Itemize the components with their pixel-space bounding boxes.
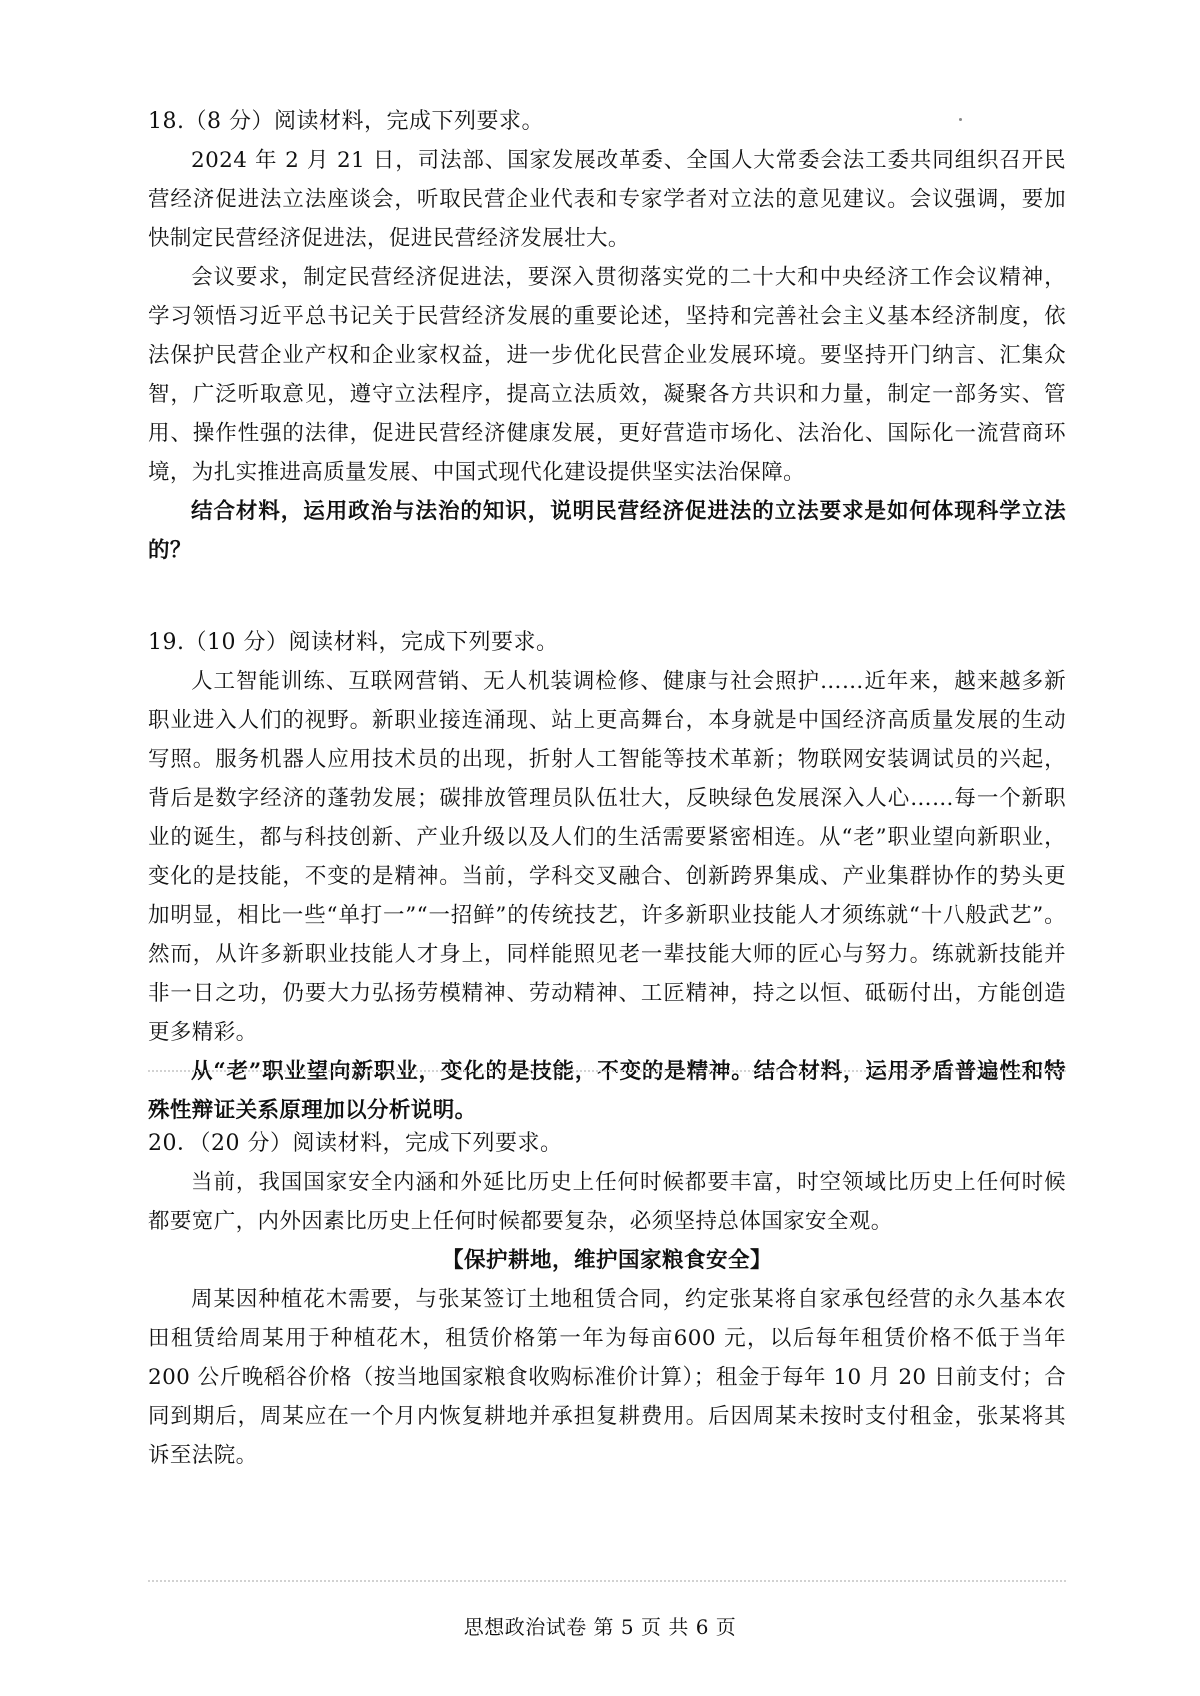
question-20-heading: 20．（20 分）阅读材料，完成下列要求。 [148,1131,563,1156]
question-18-task: 结合材料，运用政治与法治的知识，说明民营经济促进法的立法要求是如何体现科学立法的？ [148,499,1066,563]
question-19 [148,623,1066,1130]
question-18-material-paragraph-2: 会议要求，制定民营经济促进法，要深入贯彻落实党的二十大和中央经济工作会议精神，学习领悟习近平总书记关于民营经济发展的重要论述，坚持和完善社会主义基本经济制度，依法保护民营企业产权和企业家权益，进一步优化民营企业发展环境。要坚持开门纳言、汇集众智，广泛听取意见，遵守立法程序，提高立法质效，凝聚各方共识和力量，制定一部务实、管用、操作性强的法律，促进民营经济健康发展，更好营造市场化、法治化、国际化一流营商环境，为扎实推进高质量发展、中国式现代化建设提供坚实法治保障。 [148,265,1066,485]
question-18 [148,102,1066,570]
question-18-heading: 18.（8 分）阅读材料，完成下列要求。 [148,109,544,134]
question-19-task: 从“老”职业望向新职业，变化的是技能，不变的是精神。结合材料，运用矛盾普遍性和特殊性辩证关系原理加以分析说明。 [148,1059,1066,1123]
question-20-subtitle: 【保护耕地，维护国家粮食安全】 [441,1248,772,1273]
bottom-dotted-line [148,1580,1066,1582]
question-20-intro: 当前，我国国家安全内涵和外延比历史上任何时候都要丰富，时空领域比历史上任何时候都要宽广，内外因素比历史上任何时候都要复杂，必须坚持总体国家安全观。 [148,1170,1066,1234]
question-18-material-paragraph-1: 2024 年 2 月 21 日，司法部、国家发展改革委、全国人大常委会法工委共同组织召开民营经济促进法立法座谈会，听取民营企业代表和专家学者对立法的意见建议。会议强调，要加快制定民营经济促进法，促进民营经济发展壮大。 [148,148,1066,251]
answer-area-dotted-line [148,1070,1066,1072]
question-19-material-paragraph: 人工智能训练、互联网营销、无人机装调检修、健康与社会照护……近年来，越来越多新职业进入人们的视野。新职业接连涌现、站上更高舞台，本身就是中国经济高质量发展的生动写照。服务机器人应用技术员的出现，折射人工智能等技术革新；物联网安装调试员的兴起，背后是数字经济的蓬勃发展；碳排放管理员队伍壮大，反映绿色发展深入人心……每一个新职业的诞生，都与科技创新、产业升级以及人们的生活需要紧密相连。从“老”职业望向新职业，变化的是技能，不变的是精神。当前，学科交叉融合、创新跨界集成、产业集群协作的势头更加明显，相比一些“单打一”“一招鲜”的传统技艺，许多新职业技能人才须练就“十八般武艺”。然而，从许多新职业技能人才身上，同样能照见老一辈技能大师的匠心与努力。练就新技能并非一日之功，仍要大力弘扬劳模精神、劳动精神、工匠精神，持之以恒、砥砺付出，方能创造更多精彩。 [148,669,1066,1045]
question-20-case: 周某因种植花木需要，与张某签订土地租赁合同，约定张某将自家承包经营的永久基本农田租赁给周某用于种植花木，租赁价格第一年为每亩600 元，以后每年租赁价格不低于当年 200 公斤晚稻谷价格（按当地国家粮食收购标准价计算）；租金于每年 10 月 20 日前支付；合同到期后，周某应在一个月内恢复耕地并承担复耕费用。后因周某未按时支付租金，张某将其诉至法院。 [148,1287,1066,1468]
question-19-heading: 19.（10 分）阅读材料，完成下列要求。 [148,630,559,655]
page-footer: 思想政治试卷 第 5 页 共 6 页 [463,1615,737,1639]
question-20 [148,1124,1066,1475]
